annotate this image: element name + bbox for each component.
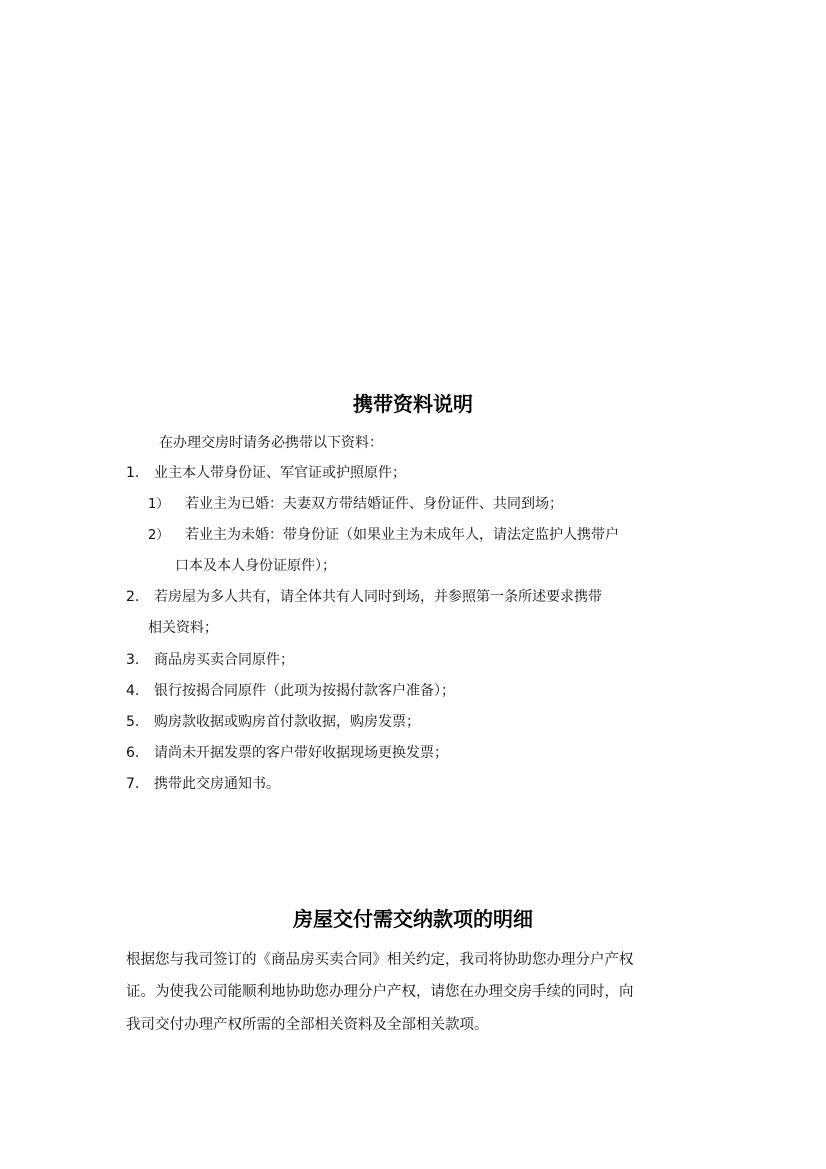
list-item-continuation: 相关资料； bbox=[148, 620, 218, 636]
sub-list-item-text: 若业主为已婚：夫妻双方带结婚证件、身份证件、共同到场； bbox=[185, 496, 563, 512]
list-item-text: 携带此交房通知书。 bbox=[154, 776, 280, 792]
list-item-number: 4. bbox=[126, 683, 140, 699]
payments-paragraph-line: 根据您与我司签订的《商品房买卖合同》相关约定，我司将协助您办理分户产权 bbox=[126, 952, 634, 968]
sub-list-item bbox=[148, 494, 563, 515]
list-item-text: 请尚未开据发票的客户带好收据现场更换发票； bbox=[154, 745, 448, 761]
section-title-payments: 房屋交付需交纳款项的明细 bbox=[293, 907, 533, 931]
list-item-number: 7. bbox=[126, 776, 140, 792]
list-item-text: 业主本人带身份证、军官证或护照原件； bbox=[154, 465, 406, 481]
list-item bbox=[126, 774, 280, 794]
list-item-number: 2. bbox=[126, 589, 140, 605]
list-item bbox=[126, 650, 294, 670]
list-item-text: 购房款收据或购房首付款收据，购房发票； bbox=[154, 714, 420, 730]
list-item-number: 6. bbox=[126, 745, 140, 761]
list-item-text: 银行按揭合同原件（此项为按揭付款客户准备）； bbox=[154, 683, 455, 699]
materials-intro: 在办理交房时请务必携带以下资料： bbox=[159, 435, 383, 451]
sub-list-item-text: 若业主为未婚：带身份证（如果业主为未成年人，请法定监护人携带户 bbox=[185, 527, 619, 543]
list-item-text: 商品房买卖合同原件； bbox=[154, 652, 294, 668]
list-item bbox=[126, 681, 455, 701]
list-item bbox=[126, 712, 420, 732]
list-item bbox=[126, 463, 406, 483]
sub-list-item-number: 2） bbox=[148, 528, 170, 543]
list-item bbox=[126, 587, 602, 607]
list-item-number: 1. bbox=[126, 465, 140, 481]
list-item-text: 若房屋为多人共有，请全体共有人同时到场，并参照第一条所述要求携带 bbox=[154, 589, 602, 605]
sub-list-item bbox=[148, 525, 619, 546]
list-item-number: 3. bbox=[126, 652, 140, 668]
list-item bbox=[126, 743, 448, 763]
list-item-number: 5. bbox=[126, 714, 140, 730]
payments-paragraph-line: 证。为使我公司能顺利地协助您办理分户产权，请您在办理交房手续的同时，向 bbox=[126, 984, 634, 1000]
sub-list-item-continuation: 口本及本人身份证原件）； bbox=[175, 558, 336, 574]
sub-list-item-number: 1） bbox=[148, 497, 170, 512]
section-title-materials: 携带资料说明 bbox=[353, 392, 473, 416]
payments-paragraph-line: 我司交付办理产权所需的全部相关资料及全部相关款项。 bbox=[126, 1017, 489, 1033]
